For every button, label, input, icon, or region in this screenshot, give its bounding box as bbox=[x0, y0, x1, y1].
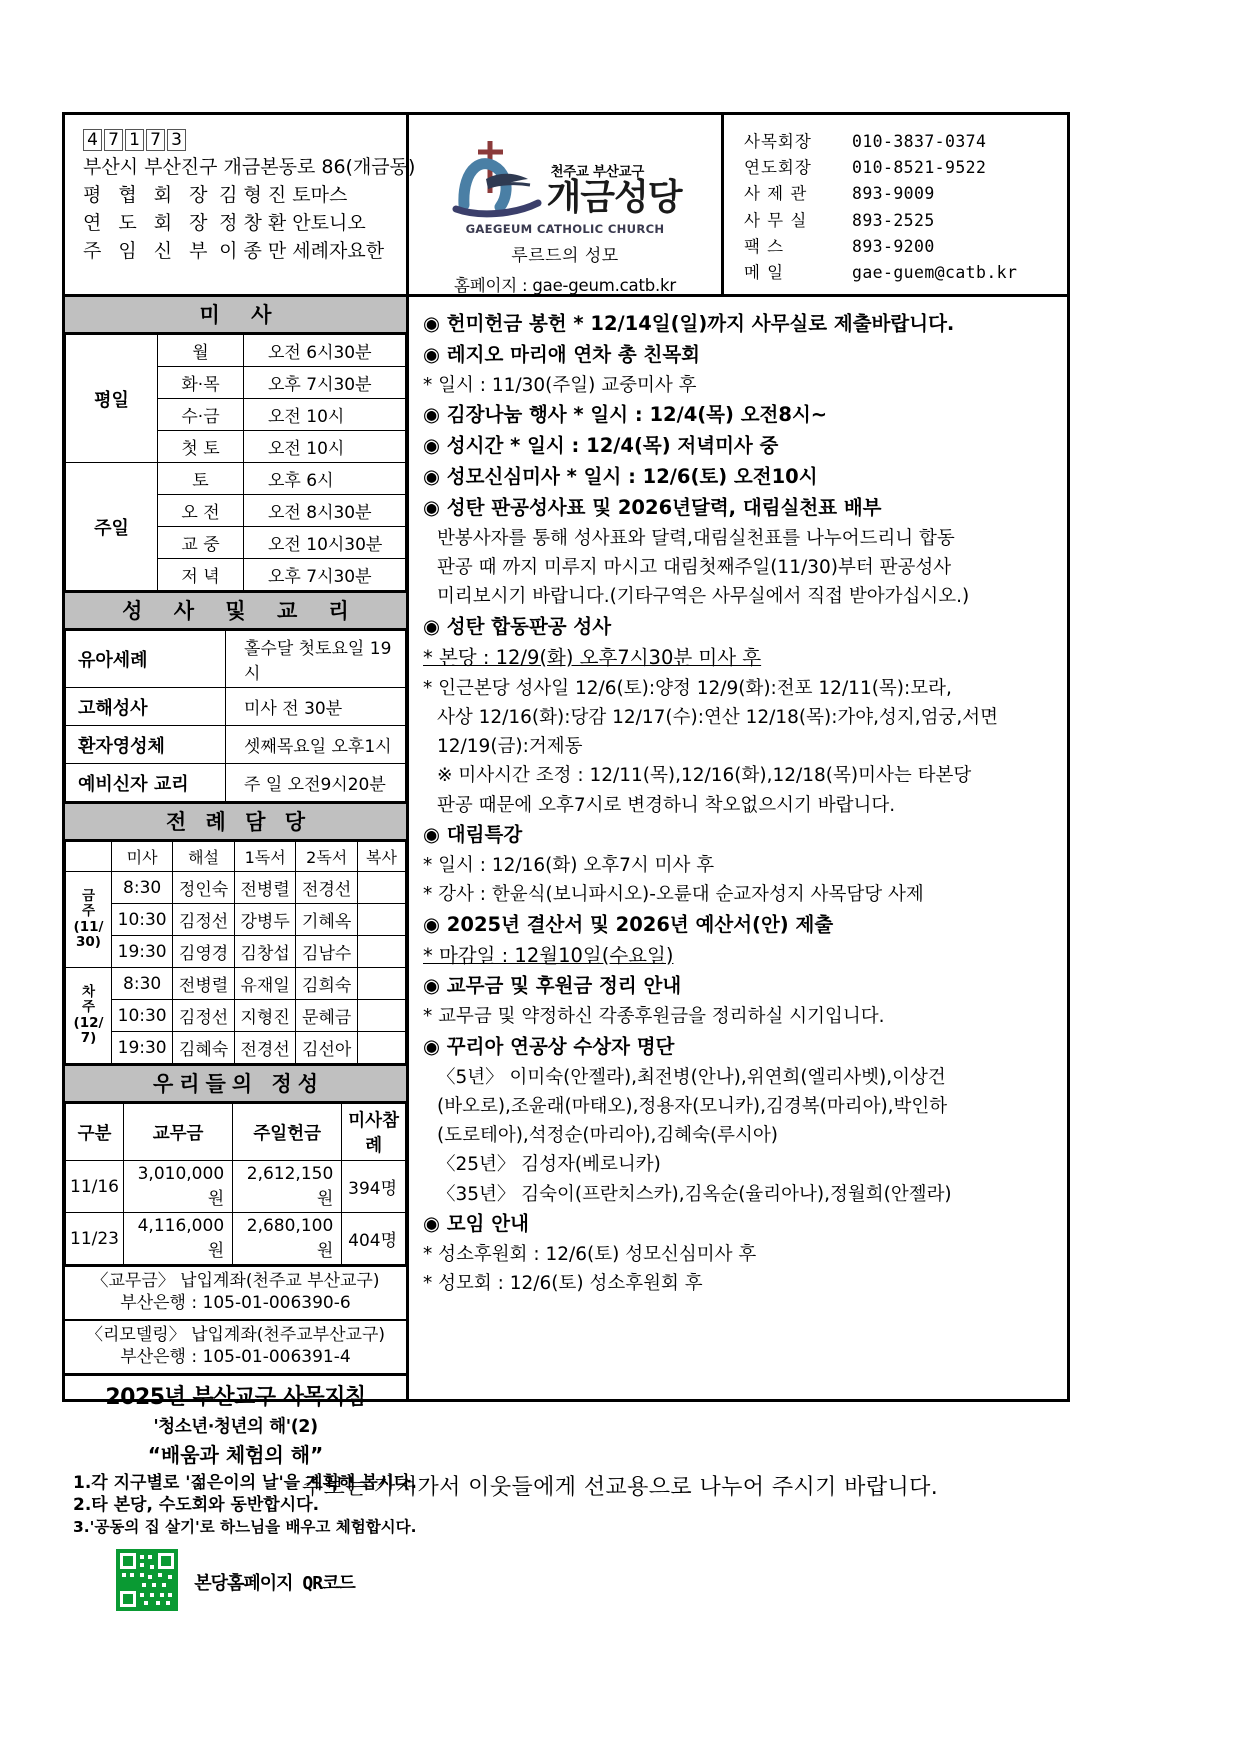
duty-commentator: 김정선 bbox=[173, 904, 235, 936]
underlined-text: * 본당 : 12/9(화) 오후7시30분 미사 후 bbox=[423, 645, 762, 669]
zipcode bbox=[83, 129, 406, 151]
offering-attendance: 404명 bbox=[342, 1213, 406, 1265]
duty-commentator: 정인숙 bbox=[173, 872, 235, 904]
duty-week-next: 차 주 (12/ 7) bbox=[66, 968, 112, 1064]
announcement-heading: ◉ 2025년 결산서 및 2026년 예산서(안) 제출 bbox=[423, 912, 834, 936]
announcement-detail: * 인근본당 성사일 12/6(토):양정 12/9(화):전포 12/11(목):모라, bbox=[423, 677, 952, 699]
table-row bbox=[66, 872, 406, 904]
guideline-subtitle-2: “배움과 체험의 해” bbox=[147, 1442, 324, 1467]
offering-date: 11/16 bbox=[66, 1161, 124, 1213]
announcement-body-line: 판공 때 까지 미루지 마시고 대림첫째주일(11/30)부터 판공성사 bbox=[437, 557, 952, 579]
contact-label: 팩 스 bbox=[744, 236, 785, 256]
offering-col-date: 구분 bbox=[66, 1104, 124, 1161]
contact-block bbox=[724, 115, 1067, 294]
guideline-title: 2025년 부산교구 사목지침 bbox=[105, 1384, 366, 1410]
contact-value: 893-2525 bbox=[852, 210, 935, 230]
logo-row bbox=[409, 121, 721, 221]
guideline-subtitle-1: '청소년·청년의 해'(2) bbox=[153, 1416, 318, 1437]
announcement-detail-underlined bbox=[423, 941, 1057, 972]
announcement-list bbox=[423, 309, 1057, 1299]
guideline-item: 2.타 본당, 수도회와 동반합시다. bbox=[73, 1495, 320, 1516]
sacrament-time: 셋째목요일 오후1시 bbox=[226, 726, 406, 764]
announcement-body-line: 〈5년〉 이미숙(안젤라),최전병(안나),위연희(엘리사벳),이상건 bbox=[437, 1066, 946, 1088]
announcement-heading: ◉ 레지오 마리애 연차 총 친목회 bbox=[423, 342, 701, 366]
announcement-body-line: ※ 미사시간 조정 : 12/11(목),12/16(화),12/18(목)미사는 타본당 bbox=[437, 765, 972, 787]
account-number: 부산은행 : 105-01-006391-4 bbox=[120, 1347, 351, 1368]
announcement-detail: * 일시 : 12/16(화) 오후7시 미사 후 bbox=[423, 854, 715, 876]
mass-day: 수·금 bbox=[158, 399, 244, 431]
mass-section-title: 미 사 bbox=[65, 297, 406, 334]
duty-time: 19:30 bbox=[112, 936, 173, 968]
announcement-detail-underlined bbox=[423, 643, 1057, 674]
duty-reading2: 김선아 bbox=[296, 1032, 358, 1064]
qr-code-icon[interactable] bbox=[116, 1549, 178, 1615]
offering-section-title: 우리들의 정성 bbox=[65, 1064, 406, 1103]
announcement-body-line: 사상 12/16(화):당감 12/17(수):연산 12/18(목):가야,성지,엄궁,서면 bbox=[437, 706, 999, 728]
announcement-body-line: 12/19(금):거제동 bbox=[437, 736, 583, 758]
duty-reading1: 유재일 bbox=[234, 968, 296, 1000]
table-row bbox=[66, 904, 406, 936]
table-row bbox=[66, 726, 406, 764]
liturgy-duty-table bbox=[65, 841, 406, 1064]
qr-label: 본당홈페이지 QR코드 bbox=[194, 1573, 355, 1595]
role-row bbox=[83, 238, 406, 266]
left-column bbox=[65, 297, 417, 1595]
mass-time: 오전 6시30분 bbox=[244, 335, 406, 367]
duty-reading1: 전경선 bbox=[234, 1032, 296, 1064]
contact-row bbox=[744, 129, 1067, 155]
offering-col-dues: 교무금 bbox=[124, 1104, 233, 1161]
offering-col-attendance: 미사참례 bbox=[342, 1104, 406, 1161]
contact-row bbox=[744, 181, 1067, 207]
table-row bbox=[66, 1213, 406, 1265]
sacrament-time: 홀수달 첫토요일 19시 bbox=[226, 631, 406, 688]
mass-time: 오후 7시30분 bbox=[244, 559, 406, 591]
announcement-detail: * 성소후원회 : 12/6(토) 성모신심미사 후 bbox=[423, 1244, 757, 1265]
announcement-body-line: 〈25년〉 김성자(베로니카) bbox=[437, 1154, 661, 1176]
announcement-detail: * 성모회 : 12/6(토) 성소후원회 후 bbox=[423, 1273, 703, 1295]
duty-commentator: 전병렬 bbox=[173, 968, 235, 1000]
mass-group-weekday: 평일 bbox=[66, 335, 158, 463]
announcement-body-line: 반봉사자를 통해 성사표와 달력,대림실천표를 나누어드리니 합동 bbox=[437, 527, 955, 549]
parish-address-block bbox=[65, 115, 416, 294]
announcement-heading: ◉ 성모신심미사 * 일시 : 12/6(토) 오전10시 bbox=[423, 464, 818, 488]
mass-time: 오후 7시30분 bbox=[244, 367, 406, 399]
role-title: 평 협 회 장 bbox=[83, 183, 214, 206]
mass-time: 오전 8시30분 bbox=[244, 495, 406, 527]
announcement-heading: ◉ 대림특강 bbox=[423, 823, 523, 847]
table-header-row bbox=[66, 842, 406, 872]
contact-row bbox=[744, 208, 1067, 234]
announcement-heading: ◉ 꾸리아 연공상 수상자 명단 bbox=[423, 1034, 675, 1058]
duty-reading1: 전병렬 bbox=[234, 872, 296, 904]
announcement-heading: ◉ 성탄 합동판공 성사 bbox=[423, 614, 612, 638]
duty-time: 19:30 bbox=[112, 1032, 173, 1064]
mass-day: 월 bbox=[158, 335, 244, 367]
announcement-detail: * 강사 : 한윤식(보니파시오)-오륜대 순교자성지 사목담당 사제 bbox=[423, 884, 924, 906]
church-logo-icon bbox=[448, 121, 544, 221]
contact-row bbox=[744, 155, 1067, 181]
duty-col-reading1: 1독서 bbox=[234, 842, 296, 872]
duty-reading2: 기혜옥 bbox=[296, 904, 358, 936]
table-row bbox=[66, 688, 406, 726]
duty-server bbox=[358, 904, 406, 936]
contact-value: 010-8521-9522 bbox=[852, 158, 987, 178]
mass-time: 오전 10시 bbox=[244, 431, 406, 463]
duty-col-week bbox=[66, 842, 112, 872]
sacrament-time: 주 일 오전9시20분 bbox=[226, 764, 406, 802]
offering-sunday: 2,612,150원 bbox=[233, 1161, 342, 1213]
duty-reading2: 김희숙 bbox=[296, 968, 358, 1000]
duty-server bbox=[358, 968, 406, 1000]
parish-logo-block bbox=[409, 115, 724, 294]
role-name: 정 창 환 안토니오 bbox=[219, 211, 366, 234]
mass-day: 첫 토 bbox=[158, 431, 244, 463]
contact-label: 사 제 관 bbox=[744, 184, 808, 204]
offering-dues: 4,116,000원 bbox=[124, 1213, 233, 1265]
role-title: 연 도 회 장 bbox=[83, 211, 214, 234]
table-row bbox=[66, 1161, 406, 1213]
underlined-text: * 마감일 : 12월10일(수요일) bbox=[423, 943, 674, 967]
contact-label: 연도회장 bbox=[744, 158, 812, 178]
announcement-heading: ◉ 교무금 및 후원금 정리 안내 bbox=[423, 974, 682, 998]
mass-day: 저 녁 bbox=[158, 559, 244, 591]
duty-server bbox=[358, 936, 406, 968]
bulletin-header bbox=[65, 115, 1067, 297]
announcement-heading: ◉ 성시간 * 일시 : 12/4(목) 저녁미사 중 bbox=[423, 434, 779, 458]
guideline-item: 3.'공동의 집 살기'로 하느님을 배우고 체험합시다. bbox=[73, 1517, 417, 1536]
mass-time: 오전 10시 bbox=[244, 399, 406, 431]
contact-value: gae-guem@catb.kr bbox=[852, 263, 1018, 283]
sacraments-section-title: 성 사 및 교 리 bbox=[65, 591, 406, 630]
zip-digit: 1 bbox=[125, 129, 144, 151]
mass-day: 교 중 bbox=[158, 527, 244, 559]
offering-dues: 3,010,000원 bbox=[124, 1161, 233, 1213]
duty-col-server: 복사 bbox=[358, 842, 406, 872]
duty-commentator: 김혜숙 bbox=[173, 1032, 235, 1064]
duty-reading2: 문혜금 bbox=[296, 1000, 358, 1032]
table-row bbox=[66, 335, 406, 367]
duty-reading1: 지형진 bbox=[234, 1000, 296, 1032]
duty-commentator: 김영경 bbox=[173, 936, 235, 968]
announcement-body-line: 미리보시기 바랍니다.(기타구역은 사무실에서 직접 받아가십시오.) bbox=[437, 586, 970, 608]
guideline-item: 1.각 지구별로 '젊은이의 날'을 계획해 봅시다. bbox=[73, 1472, 417, 1493]
sacrament-name: 고해성사 bbox=[66, 688, 226, 726]
announcement-body-line: 〈35년〉 김숙이(프란치스카),김옥순(율리아나),정월희(안젤라) bbox=[437, 1183, 952, 1205]
offering-table bbox=[65, 1103, 406, 1265]
duty-commentator: 김정선 bbox=[173, 1000, 235, 1032]
duty-time: 10:30 bbox=[112, 904, 173, 936]
role-name: 김 형 진 토마스 bbox=[219, 183, 348, 206]
logo-wordmark bbox=[546, 160, 681, 221]
mass-time: 오후 6시 bbox=[244, 463, 406, 495]
church-name: 개금성당 bbox=[546, 177, 682, 219]
zip-digit: 3 bbox=[167, 129, 186, 151]
mass-time: 오전 10시30분 bbox=[244, 527, 406, 559]
announcement-heading: ◉ 헌미헌금 봉헌 * 12/14일(일)까지 사무실로 제출바랍니다. bbox=[423, 312, 955, 335]
duty-time: 10:30 bbox=[112, 1000, 173, 1032]
qr-row bbox=[65, 1549, 406, 1625]
sacrament-time: 미사 전 30분 bbox=[226, 688, 406, 726]
announcement-body-line: (도로테아),석정순(마리아),김혜숙(루시아) bbox=[437, 1125, 779, 1147]
duty-server bbox=[358, 1032, 406, 1064]
duty-week-current: 금 주 (11/ 30) bbox=[66, 872, 112, 968]
mass-day: 화·목 bbox=[158, 367, 244, 399]
announcement-detail: * 교무금 및 약정하신 각종후원금을 정리하실 시기입니다. bbox=[423, 1006, 885, 1028]
account-block-dues bbox=[65, 1265, 406, 1319]
footer-note: 주보는 가져가서 이웃들에게 선교용으로 나누어 주시기 바랍니다. bbox=[301, 1475, 939, 1500]
sacrament-name: 유아세례 bbox=[66, 631, 226, 688]
duty-server bbox=[358, 1000, 406, 1032]
zip-digit: 4 bbox=[83, 129, 102, 151]
contact-label: 사 무 실 bbox=[744, 210, 808, 230]
sacraments-table bbox=[65, 630, 406, 802]
duty-time: 8:30 bbox=[112, 872, 173, 904]
contact-value: 010-3837-0374 bbox=[852, 132, 987, 151]
announcement-heading: ◉ 성탄 판공성사표 및 2026년달력, 대림실천표 배부 bbox=[423, 495, 882, 519]
sacrament-name: 예비신자 교리 bbox=[66, 764, 226, 802]
announcement-heading: ◉ 모임 안내 bbox=[423, 1212, 529, 1236]
zip-digit: 7 bbox=[146, 129, 165, 151]
table-row bbox=[66, 1032, 406, 1064]
zip-digit: 7 bbox=[104, 129, 123, 151]
duty-col-mass: 미사 bbox=[112, 842, 173, 872]
mass-group-sunday: 주일 bbox=[66, 463, 158, 591]
duty-reading2: 전경선 bbox=[296, 872, 358, 904]
offering-date: 11/23 bbox=[66, 1213, 124, 1265]
duty-col-commentator: 해설 bbox=[173, 842, 235, 872]
mass-day: 토 bbox=[158, 463, 244, 495]
mass-schedule-table bbox=[65, 334, 406, 591]
contact-row bbox=[744, 234, 1067, 260]
account-number: 부산은행 : 105-01-006390-6 bbox=[120, 1293, 351, 1314]
announcement-body-line: (바오로),조윤래(마태오),정용자(모니카),김경복(마리아),박인하 bbox=[437, 1095, 948, 1117]
duty-time: 8:30 bbox=[112, 968, 173, 1000]
account-title: 〈리모델링〉 납입계좌(천주교부산교구) bbox=[86, 1324, 385, 1345]
announcement-detail: * 일시 : 11/30(주일) 교중미사 후 bbox=[423, 374, 697, 396]
patron-saint: 루르드의 성모 bbox=[511, 246, 619, 266]
role-row bbox=[83, 182, 406, 210]
contact-row bbox=[744, 260, 1067, 286]
table-row bbox=[66, 631, 406, 688]
table-row bbox=[66, 764, 406, 802]
announcement-body-line: 판공 때문에 오후7시로 변경하니 착오없으시기 바랍니다. bbox=[437, 794, 896, 816]
announcements-column bbox=[409, 297, 1067, 1399]
table-row bbox=[66, 936, 406, 968]
offering-col-sunday: 주일헌금 bbox=[233, 1104, 342, 1161]
mass-day: 오 전 bbox=[158, 495, 244, 527]
duty-reading2: 김남수 bbox=[296, 936, 358, 968]
contact-value: 893-9009 bbox=[852, 184, 935, 204]
duty-col-reading2: 2독서 bbox=[296, 842, 358, 872]
table-row bbox=[66, 968, 406, 1000]
diocese-name: 천주교 부산교구 bbox=[550, 164, 645, 181]
homepage-url: 홈페이지 : gae-geum.catb.kr bbox=[453, 276, 676, 295]
table-header-row bbox=[66, 1104, 406, 1161]
contact-label: 사목회장 bbox=[744, 132, 812, 151]
role-title: 주 임 신 부 bbox=[83, 239, 214, 262]
contact-value: 893-9200 bbox=[852, 236, 935, 256]
duty-reading1: 강병두 bbox=[234, 904, 296, 936]
table-row bbox=[66, 1000, 406, 1032]
role-name: 이 종 만 세례자요한 bbox=[219, 239, 385, 262]
table-row bbox=[66, 463, 406, 495]
street-address: 부산시 부산진구 개금본동로 86(개금동) bbox=[83, 156, 416, 178]
contact-label: 메 일 bbox=[744, 263, 785, 283]
account-title: 〈교무금〉 납입계좌(천주교 부산교구) bbox=[91, 1271, 380, 1291]
sacrament-name: 환자영성체 bbox=[66, 726, 226, 764]
duty-reading1: 김창섭 bbox=[234, 936, 296, 968]
duty-section-title: 전 례 담 당 bbox=[65, 802, 406, 841]
duty-server bbox=[358, 872, 406, 904]
announcement-heading: ◉ 김장나눔 행사 * 일시 : 12/4(목) 오전8시~ bbox=[423, 403, 828, 427]
account-block-remodel bbox=[65, 1319, 406, 1373]
church-name-english: GAEGEUM CATHOLIC CHURCH bbox=[465, 222, 665, 236]
offering-sunday: 2,680,100원 bbox=[233, 1213, 342, 1265]
role-row bbox=[83, 210, 406, 238]
offering-attendance: 394명 bbox=[342, 1161, 406, 1213]
